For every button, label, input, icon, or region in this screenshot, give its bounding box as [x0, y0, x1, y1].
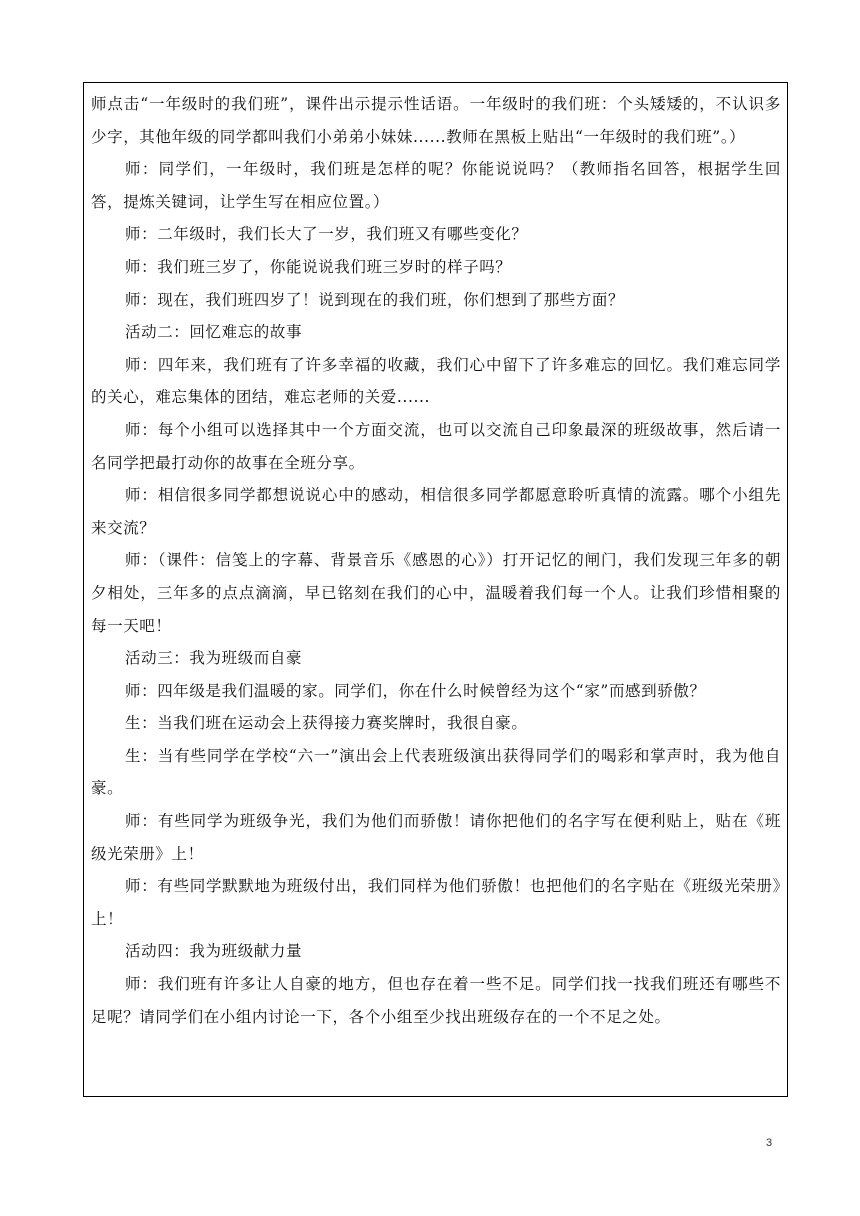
activity-heading: 活动二：回忆难忘的故事 — [125, 323, 303, 342]
activity-heading: 活动三：我为班级而自豪 — [125, 649, 303, 668]
paragraph: 生：当我们班在运动会上获得接力赛奖牌时，我很自豪。 — [125, 714, 528, 733]
paragraph: 师：我们班有许多让人自豪的地方，但也存在着一些不足。同学们找一找我们班还有哪些不足呢？请同学们在小组内讨论一下，各个小组至少找出班级存在的一个不足之处。 — [91, 975, 781, 1026]
paragraph: 师：同学们，一年级时，我们班是怎样的呢？你能说说吗？（教师指名回答，根据学生回答，提炼关键词，让学生写在相应位置。） — [91, 160, 781, 211]
lesson-content-table-cell — [83, 82, 788, 1097]
paragraph: 师：我们班三岁了，你能说说我们班三岁时的样子吗？ — [125, 257, 512, 276]
page-number: 3 — [766, 1137, 773, 1149]
paragraph: 师：相信很多同学都想说说心中的感动，相信很多同学都愿意聆听真情的流露。哪个小组先来交流？ — [91, 486, 781, 537]
paragraph: 师：二年级时，我们长大了一岁，我们班又有哪些变化？ — [125, 225, 528, 244]
paragraph: 师点击“一年级时的我们班”，课件出示提示性话语。一年级时的我们班：个头矮矮的，不认识多少字，其他年级的同学都叫我们小弟弟小妹妹......教师在黑板上贴出“一年级时的我们班”。） — [91, 95, 781, 146]
paragraph: 师：每个小组可以选择其中一个方面交流，也可以交流自己印象最深的班级故事，然后请一名同学把最打动你的故事在全班分享。 — [91, 420, 781, 472]
paragraph: 师：四年来，我们班有了许多幸福的收藏，我们心中留下了许多难忘的回忆。我们难忘同学的关心，难忘集体的团结，难忘老师的关爱...... — [91, 355, 781, 407]
paragraph: 师：现在，我们班四岁了！说到现在的我们班，你们想到了那些方面？ — [125, 290, 625, 309]
activity-heading: 活动四：我为班级献力量 — [125, 942, 303, 961]
paragraph: 师：四年级是我们温暖的家。同学们，你在什么时候曾经为这个“家”而感到骄傲？ — [125, 681, 706, 700]
paragraph: 师：有些同学默默地为班级付出，我们同样为他们骄傲！也把他们的名字贴在《班级光荣册》上！ — [91, 877, 781, 928]
paragraph: 师：（课件：信笺上的字幕、背景音乐《感恩的心》）打开记忆的闸门，我们发现三年多的朝夕相处，三年多的点点滴滴，早已铭刻在我们的心中，温暖着我们每一个人。让我们珍惜相聚的每一天吧！ — [91, 551, 781, 635]
paragraph: 生：当有些同学在学校“六一”演出会上代表班级演出获得同学们的喝彩和掌声时，我为他自豪。 — [91, 746, 781, 798]
paragraph: 师：有些同学为班级争光，我们为他们而骄傲！请你把他们的名字写在便利贴上，贴在《班级光荣册》上！ — [91, 812, 781, 863]
